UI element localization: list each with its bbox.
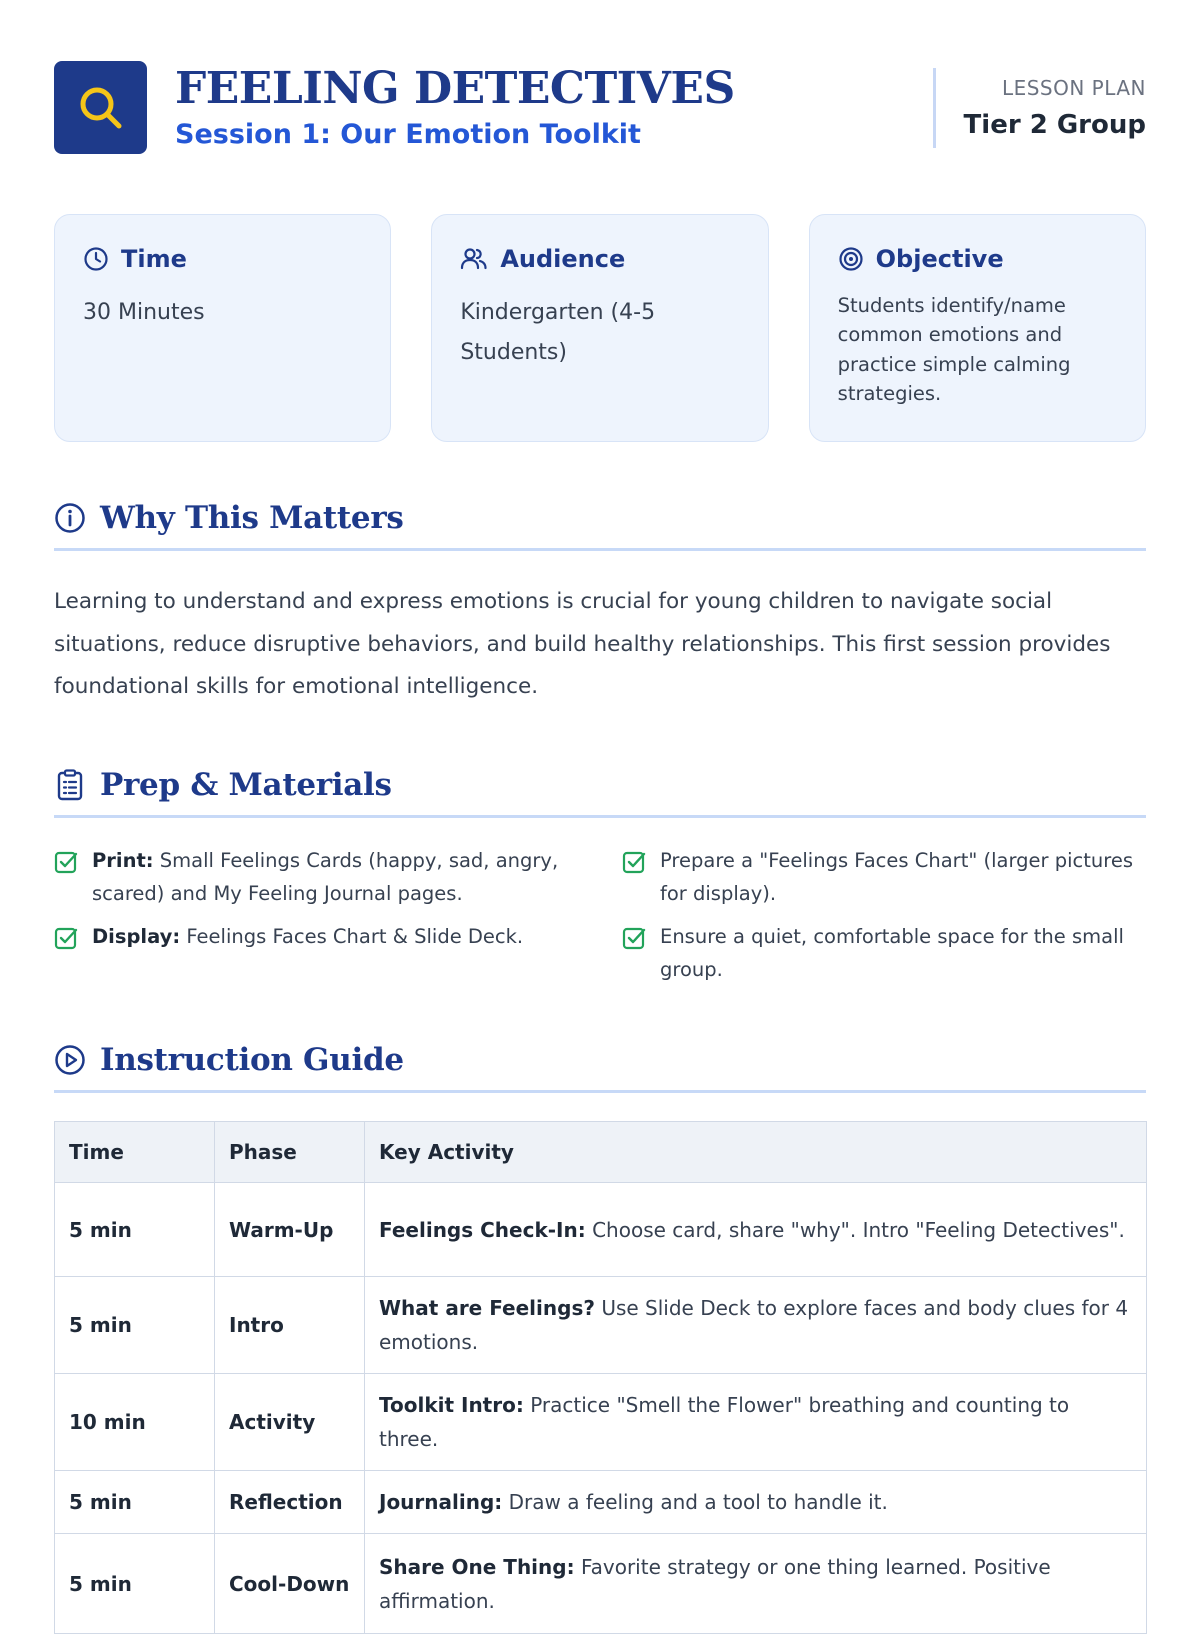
table-row — [55, 1374, 1147, 1471]
row-phase: Intro — [215, 1277, 365, 1374]
activity-text: Choose card, share "why". Intro "Feeling Detectives". — [585, 1217, 1125, 1242]
activity-label: Share One Thing: — [379, 1554, 575, 1579]
card-title: Objective — [875, 245, 1004, 273]
list-item — [622, 920, 1146, 986]
item-label: Print: — [92, 848, 154, 872]
row-phase: Reflection — [215, 1471, 365, 1534]
target-icon — [838, 246, 864, 272]
magnifier-icon — [54, 61, 147, 154]
list-item — [622, 844, 1146, 910]
item-text: Ensure a quiet, comfortable space for the small group. — [660, 924, 1124, 982]
header — [54, 60, 1146, 155]
check-square-icon — [54, 850, 78, 874]
activity-text: Practice "Smell the Flower" breathing and counting to three. — [379, 1393, 1070, 1452]
plan-value: Tier 2 Group — [963, 109, 1146, 140]
activity-label: What are Feelings? — [379, 1296, 595, 1321]
row-phase: Activity — [215, 1374, 365, 1471]
clipboard-icon — [54, 768, 86, 802]
table-header-row — [55, 1122, 1147, 1183]
audience-card — [431, 214, 768, 442]
section-title: Prep & Materials — [100, 766, 392, 803]
item-text: Small Feelings Cards (happy, sad, angry, scared) and My Feeling Journal pages. — [92, 848, 559, 905]
table-row — [55, 1471, 1147, 1534]
table-row — [55, 1183, 1147, 1277]
why-text: Learning to understand and express emotions is crucial for young children to navigate social situations, reduce disruptive behaviors, and build healthy relationships. This first session provides foundational skills for emotional intelligence. — [54, 589, 1111, 700]
row-time: 10 min — [55, 1374, 215, 1471]
list-item — [54, 920, 622, 986]
card-text: Kindergarten (4-5 Students) — [460, 300, 656, 365]
users-icon — [460, 246, 488, 272]
plan-info — [933, 68, 1146, 148]
list-item — [54, 844, 622, 910]
row-activity — [365, 1471, 1147, 1534]
prep-section — [54, 767, 1146, 987]
table-row — [55, 1277, 1147, 1374]
activity-label: Feelings Check-In: — [379, 1217, 586, 1242]
table-row — [55, 1534, 1147, 1634]
time-card — [54, 214, 391, 442]
activity-text: Draw a feeling and a tool to handle it. — [502, 1490, 888, 1515]
card-title: Time — [121, 245, 187, 273]
check-square-icon — [622, 850, 646, 874]
section-title: Instruction Guide — [100, 1042, 404, 1079]
column-header-activity: Key Activity — [365, 1122, 1147, 1183]
card-title: Audience — [500, 245, 626, 273]
card-text: 30 Minutes — [83, 300, 205, 325]
check-square-icon — [622, 926, 646, 950]
card-text: Students identify/name common emotions and practice simple calming strategies. — [837, 294, 1071, 405]
row-time: 5 min — [55, 1183, 215, 1277]
item-label: Display: — [92, 924, 181, 948]
item-text: Prepare a "Feelings Faces Chart" (larger pictures for display). — [660, 848, 1134, 905]
column-header-time: Time — [55, 1122, 215, 1183]
play-circle-icon — [54, 1044, 86, 1076]
section-title: Why This Matters — [100, 500, 404, 536]
row-time: 5 min — [55, 1534, 215, 1634]
guide-section — [54, 1042, 1146, 1634]
row-activity — [365, 1534, 1147, 1634]
clock-icon — [83, 246, 109, 272]
row-time: 5 min — [55, 1277, 215, 1374]
page-title: FEELING DETECTIVES — [175, 62, 735, 114]
plan-label: LESSON PLAN — [1001, 75, 1146, 100]
brand — [54, 61, 735, 154]
instruction-table — [54, 1121, 1147, 1634]
activity-text: Use Slide Deck to explore faces and body clues for 4 emotions. — [379, 1296, 1129, 1355]
summary-cards — [54, 214, 1146, 442]
row-activity — [365, 1277, 1147, 1374]
why-section — [54, 500, 1146, 709]
row-activity — [365, 1374, 1147, 1471]
activity-label: Journaling: — [379, 1490, 503, 1515]
check-square-icon — [54, 926, 78, 950]
activity-text: Favorite strategy or one thing learned. Positive affirmation. — [379, 1554, 1051, 1613]
objective-card — [809, 214, 1146, 442]
row-time: 5 min — [55, 1471, 215, 1534]
activity-label: Toolkit Intro: — [379, 1393, 524, 1418]
row-phase: Cool-Down — [215, 1534, 365, 1634]
session-subtitle: Session 1: Our Emotion Toolkit — [175, 119, 641, 151]
materials-list — [54, 844, 1146, 987]
info-icon — [54, 502, 86, 534]
column-header-phase: Phase — [215, 1122, 365, 1183]
row-phase: Warm-Up — [215, 1183, 365, 1277]
item-text: Feelings Faces Chart & Slide Deck. — [180, 924, 524, 948]
row-activity — [365, 1183, 1147, 1277]
